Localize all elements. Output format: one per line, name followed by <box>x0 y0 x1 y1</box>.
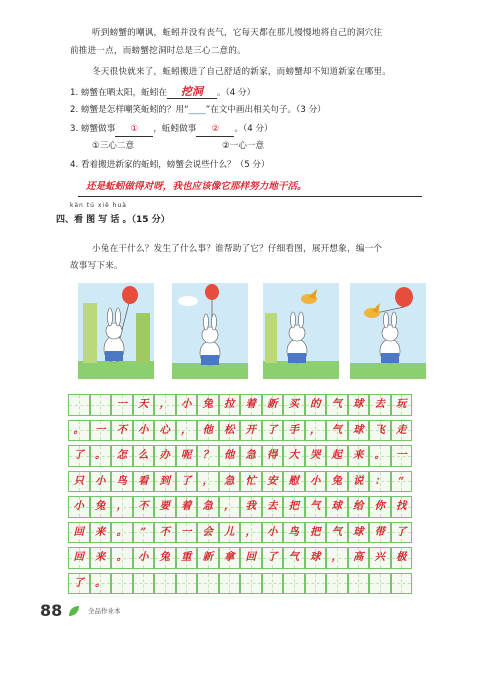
grid-char: 着 <box>181 500 192 512</box>
grid-char: 小 <box>138 551 149 563</box>
section-title: 四、看 图 写 话 。（15 分） <box>56 215 170 225</box>
illustration-panel-1 <box>78 283 154 379</box>
answer-line <box>78 196 422 197</box>
grid-char: 松 <box>224 423 235 436</box>
grid-char: 我 <box>245 500 256 512</box>
grid-char <box>133 573 155 595</box>
grid-char: 气 <box>310 500 321 512</box>
grid-char <box>348 573 370 595</box>
grid-char <box>305 573 327 595</box>
grid-char: 安 <box>267 474 278 487</box>
grid-char: ， <box>159 398 170 410</box>
grid-char: 。 <box>374 449 385 461</box>
grid-char: 不 <box>138 500 149 512</box>
grid-char: 急 <box>202 500 213 512</box>
grid-char: 起 <box>331 449 342 461</box>
passage-line-2: 前推进一点，而螃蟹挖洞时总是三心二意的。 <box>70 46 246 56</box>
grid-char: ？ <box>202 449 213 461</box>
grid-char: 了 <box>181 474 192 487</box>
grid-char: 球 <box>353 525 364 538</box>
grid-char: 拉 <box>224 398 235 410</box>
grid-char: 来 <box>95 525 106 538</box>
grid-char: 球 <box>331 500 342 512</box>
question-score: 。（4 分） <box>216 88 256 98</box>
grid-char: 急 <box>224 474 235 487</box>
q4-answer[interactable]: 还是蚯蚓做得对呀，我也应该像它那样努力地干活。 <box>86 181 307 192</box>
grid-char: 飞 <box>374 423 385 436</box>
grid-char: 气 <box>331 423 342 436</box>
grid-char: 兴 <box>374 551 385 563</box>
grid-char: 。 <box>73 423 84 436</box>
page-number: 88 <box>40 601 63 620</box>
grid-char: 他 <box>224 449 235 461</box>
bird-returns-balloon-icon <box>350 283 426 379</box>
grid-char: 回 <box>245 551 256 563</box>
passage-line-3: 冬天很快就来了，蚯蚓搬进了自己舒适的新家，而螃蟹却不知道新家在哪里。 <box>92 67 391 77</box>
question-text-cont: ”在文中画出相关句子。（3 分） <box>205 105 326 115</box>
grid-char: 气 <box>331 525 342 538</box>
grid-char: 大 <box>288 449 299 461</box>
grid-char: 去 <box>267 500 278 512</box>
grid-char <box>90 394 112 416</box>
grid-char: 去 <box>374 398 385 410</box>
grid-char: ： <box>374 474 385 487</box>
grid-char: 了 <box>73 576 84 589</box>
grid-char: 小 <box>138 423 149 436</box>
grid-char: 球 <box>353 398 364 410</box>
grid-char: 重 <box>181 551 192 563</box>
grid-char: “ <box>398 474 405 487</box>
rabbit-with-balloon-icon <box>78 283 154 379</box>
grid-char: ， <box>224 500 235 512</box>
grid-char: 呢 <box>181 449 192 461</box>
grid-char: 回 <box>73 551 84 563</box>
grid-char: 小 <box>181 398 192 410</box>
grid-char: 兔 <box>159 551 170 563</box>
grid-char: 一 <box>95 423 106 436</box>
option-1: ①三心二意 <box>92 141 135 151</box>
grid-char: 回 <box>73 525 84 538</box>
grid-char: 鸟 <box>288 525 299 538</box>
grid-char: 要 <box>159 500 170 512</box>
question-text: 螃蟹在晒太阳，蚯蚓在 <box>80 88 167 98</box>
grid-char: ， <box>181 423 192 436</box>
grid-char: ， <box>310 423 321 436</box>
grid-char <box>283 573 305 595</box>
grid-char: 了 <box>73 449 84 461</box>
grid-char: 怎 <box>116 449 127 461</box>
grid-char <box>240 573 262 595</box>
grid-char: 球 <box>310 551 321 563</box>
grid-char: 一 <box>116 398 127 410</box>
grid-char <box>369 573 391 595</box>
question-number: 1. <box>70 88 79 98</box>
question-text: 螃蟹是怎样嘲笑蚯蚓的？用“ <box>80 105 189 115</box>
grid-char: 只 <box>73 474 84 487</box>
grid-char: 了 <box>396 525 407 538</box>
grid-char: 小 <box>310 474 321 487</box>
grid-char: 。 <box>95 576 106 589</box>
grid-char: 手 <box>288 423 299 436</box>
grid-char: 么 <box>138 449 149 461</box>
rabbit-crying-bird-icon <box>263 283 339 379</box>
question-text-mid: ，蚯蚓做事 <box>153 124 197 134</box>
grid-char: 新 <box>267 398 278 410</box>
answer-blank[interactable]: 挖洞 <box>167 85 217 99</box>
grid-char <box>197 573 219 595</box>
grid-char: ， <box>116 500 127 512</box>
grid-char <box>154 573 176 595</box>
grid-char: 。 <box>116 551 127 563</box>
answer-blank-1[interactable]: ① <box>115 123 153 137</box>
grid-char: 着 <box>245 398 256 410</box>
grid-char: 给 <box>353 500 364 512</box>
question-text: 看着搬进新家的蚯蚓，螃蟹会说些什么？（5 分） <box>80 160 270 170</box>
grid-char: 小 <box>95 474 106 487</box>
question-number: 2. <box>70 105 79 115</box>
grid-char: ， <box>202 474 213 487</box>
grid-char: 一 <box>181 525 192 538</box>
grid-char: 一 <box>396 449 407 461</box>
grid-char: 球 <box>353 423 364 436</box>
grid-char <box>262 573 284 595</box>
grid-char: 不 <box>116 423 127 436</box>
passage-line-1: 听到螃蟹的嘲讽，蚯蚓并没有丧气，它每天都在那儿慢慢地将自己的洞穴往 <box>92 28 383 38</box>
grid-char: 高 <box>353 551 364 563</box>
question-1 <box>70 85 255 100</box>
grid-char <box>391 573 413 595</box>
grid-char: 气 <box>331 398 342 410</box>
grid-char: 拿 <box>224 551 235 563</box>
answer-blank-2[interactable]: ② <box>196 123 234 137</box>
grid-char: 儿 <box>224 525 235 538</box>
option-2: ②一心一意 <box>222 141 265 151</box>
grid-char: 。 <box>116 525 127 538</box>
grid-char: 哭 <box>310 449 321 461</box>
grid-char: 兔 <box>331 474 342 487</box>
grid-char: ， <box>245 525 256 538</box>
grid-char <box>111 573 133 595</box>
grid-char: 慰 <box>288 474 299 487</box>
grid-char: 来 <box>353 449 364 461</box>
grid-char: 的 <box>310 398 321 410</box>
grid-char: 办 <box>159 449 170 461</box>
grid-char: 带 <box>374 525 385 538</box>
grid-char: 气 <box>288 551 299 563</box>
grid-char: 小 <box>73 500 84 512</box>
grid-char: 得 <box>267 449 278 461</box>
grid-char: 来 <box>95 551 106 563</box>
grid-char: 小 <box>267 525 278 538</box>
grid-char: 天 <box>138 398 149 410</box>
grid-char: 了 <box>267 423 278 436</box>
grid-char: 看 <box>138 474 149 487</box>
grid-char: ” <box>140 525 147 538</box>
grid-char: 鸟 <box>116 474 127 487</box>
section-prompt-2: 故事写下来。 <box>70 261 123 271</box>
grid-char: 急 <box>245 449 256 461</box>
grid-char: 新 <box>202 551 213 563</box>
question-4 <box>70 159 270 172</box>
section-prompt-1: 小兔在干什么？发生了什么事？谁帮助了它？仔细看图，展开想象，编一个 <box>92 244 383 254</box>
section-pinyin: kàn tú xiě huà <box>70 202 127 209</box>
leaf-logo-icon <box>67 603 81 617</box>
grid-char <box>326 573 348 595</box>
question-2 <box>70 104 326 117</box>
illustration-panel-2 <box>172 283 248 379</box>
question-number: 3. <box>70 124 79 134</box>
grid-char: 找 <box>396 500 407 512</box>
grid-char: 玩 <box>396 398 407 410</box>
grid-char: 开 <box>245 423 256 436</box>
question-3 <box>70 123 273 137</box>
grid-char: 走 <box>396 423 407 436</box>
grid-char: 兔 <box>202 398 213 410</box>
grid-char: 把 <box>288 500 299 512</box>
question-text: 螃蟹做事 <box>80 124 116 134</box>
grid-char: 会 <box>202 525 213 538</box>
grid-char <box>176 573 198 595</box>
grid-char: 说 <box>353 474 364 487</box>
grid-char: 到 <box>159 474 170 487</box>
illustration-panel-3 <box>263 283 339 379</box>
grid-char: 买 <box>288 398 299 410</box>
grid-char: 把 <box>310 525 321 538</box>
grid-char: 不 <box>159 525 170 538</box>
grid-char <box>68 394 90 416</box>
grid-char: 你 <box>374 500 385 512</box>
grid-char: 极 <box>396 551 407 563</box>
illustration-panel-4 <box>350 283 426 379</box>
grid-char: 兔 <box>95 500 106 512</box>
grid-char: 忙 <box>245 474 256 487</box>
underline-mark: ____ <box>188 105 206 115</box>
question-number: 4. <box>70 160 79 170</box>
grid-char: 了 <box>267 551 278 563</box>
grid-char: 。 <box>95 449 106 461</box>
grid-char: ， <box>331 551 342 563</box>
book-title: 全品作业本 <box>88 607 121 615</box>
grid-char: 心 <box>159 423 170 436</box>
rabbit-lost-balloon-icon <box>172 283 248 379</box>
grid-char: 他 <box>202 423 213 436</box>
question-score: 。（4 分） <box>234 124 273 134</box>
grid-char <box>219 573 241 595</box>
